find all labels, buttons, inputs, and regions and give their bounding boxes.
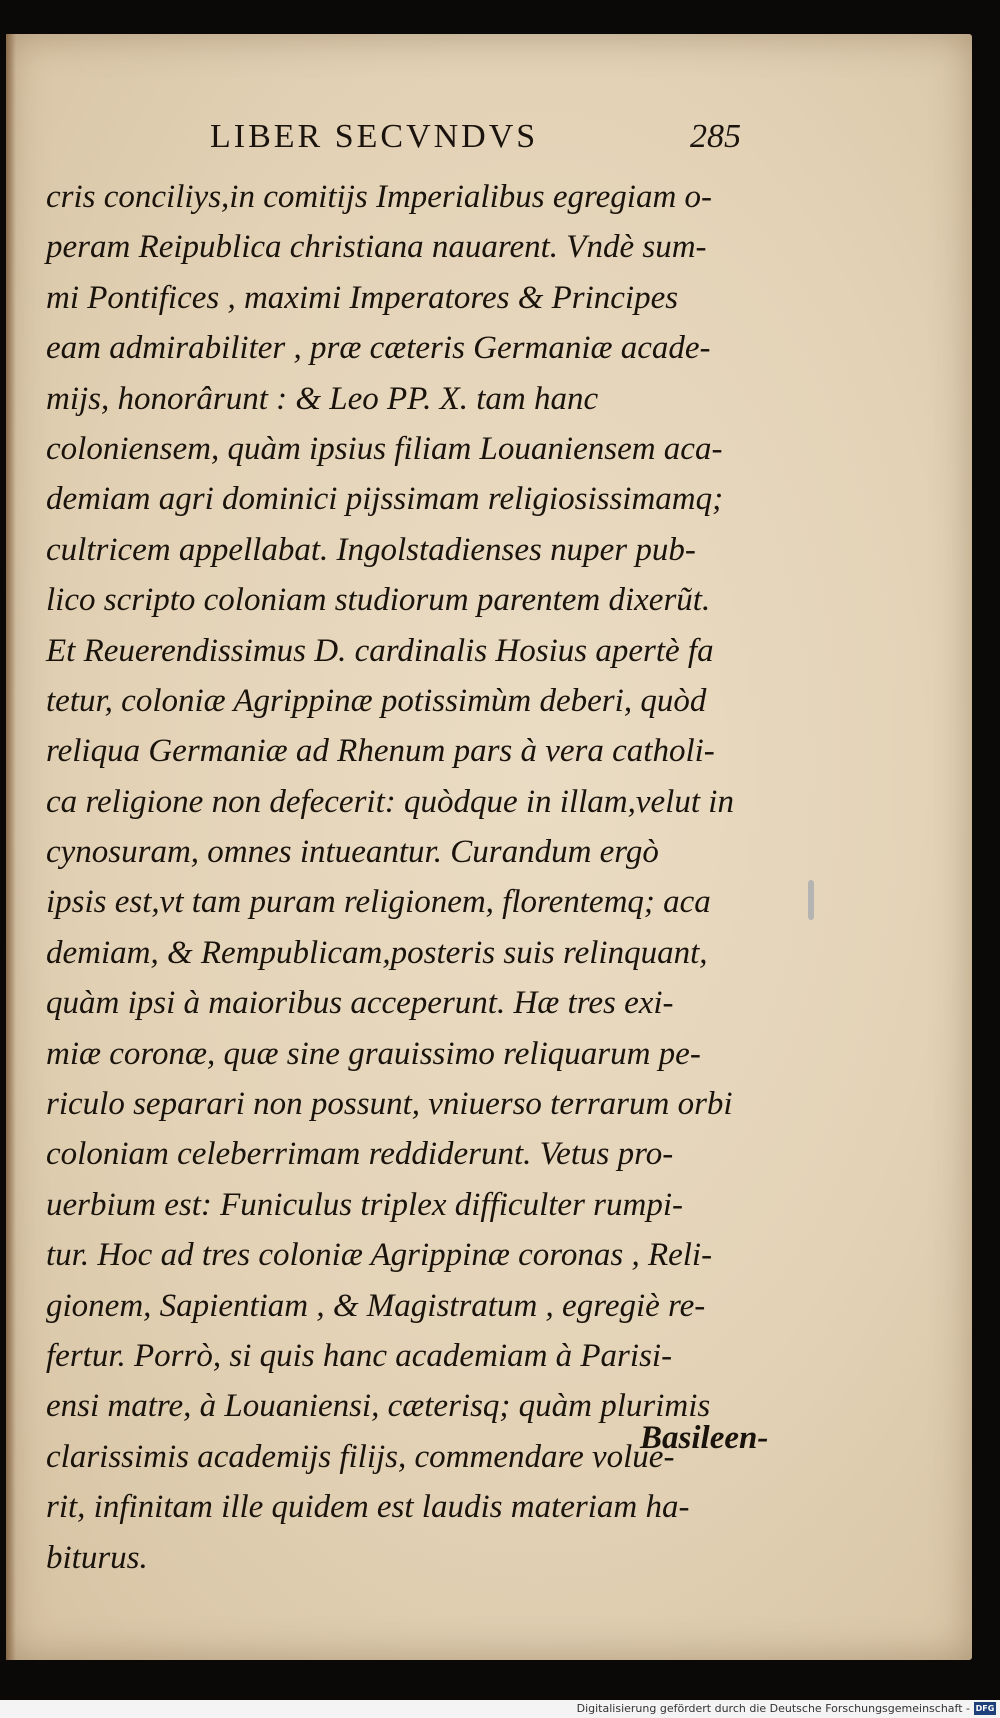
text-line: ca religione non defecerit: quòdque in illam,velut in <box>46 783 734 820</box>
text-line: cris conciliys,in comitijs Imperialibus egregiam o- <box>46 179 713 215</box>
text-line: quàm ipsi à maioribus acceperunt. Hæ tres exi- <box>46 985 674 1022</box>
dfg-logo-icon: DFG <box>975 1704 995 1713</box>
text-line: eam admirabiliter , præ cæteris Germaniæ acade- <box>46 330 711 367</box>
text-line: ensi matre, à Louaniensi, cæterisq; quàm plurimis <box>46 1388 711 1425</box>
text-line: cynosuram, omnes intueantur. Curandum ergò <box>46 834 659 871</box>
text-line: uerbium est: Funiculus triplex difficulter rumpi- <box>46 1186 683 1223</box>
text-line: mi Pontifices , maximi Imperatores & Principes <box>46 279 679 316</box>
text-line: coloniam celeberrimam reddiderunt. Vetus pro- <box>46 1136 674 1173</box>
text-line: ipsis est,vt tam puram religionem, florentemq; aca <box>46 884 711 921</box>
text-line: gionem, Sapientiam , & Magistratum , egregiè re- <box>46 1287 706 1324</box>
text-line: tetur, coloniæ Agrippinæ potissimùm deberi, quòd <box>46 682 707 719</box>
text-line: coloniensem, quàm ipsius filiam Louaniensem aca- <box>46 430 723 467</box>
text-line: demiam agri dominici pijssimam religiosissimamq; <box>46 481 724 518</box>
text-line: miæ coronæ, quæ sine grauissimo reliquarum pe- <box>46 1035 701 1072</box>
text-line: peram Reipublica christiana nauarent. Vndè sum- <box>46 229 707 266</box>
text-line: fertur. Porrò, si quis hanc academiam à Parisi- <box>46 1337 673 1374</box>
page-edge-shadow <box>6 34 16 1660</box>
text-line: Et Reuerendissimus D. cardinalis Hosius apertè fa <box>46 632 714 669</box>
text-line: rit, infinitam ille quidem est laudis materiam ha- <box>46 1489 690 1526</box>
text-line: mijs, honorârunt : & Leo PP. X. tam hanc <box>46 380 599 417</box>
text-line: clarissimis academijs filijs, commendare volue- <box>46 1438 675 1475</box>
page-number: 285 <box>690 118 741 155</box>
catchword: Basileen- <box>640 1420 769 1456</box>
text-line: reliqua Germaniæ ad Rhenum pars à vera catholi- <box>46 733 715 770</box>
body-text <box>46 172 776 1583</box>
text-line: lico scripto coloniam studiorum parentem dixerũt. <box>46 582 711 619</box>
text-line: tur. Hoc ad tres coloniæ Agrippinæ coronas , Reli- <box>46 1237 713 1274</box>
funding-credit: Digitalisierung gefördert durch die Deutsche Forschungsgemeinschaft - <box>576 1702 970 1715</box>
text-line: cultricem appellabat. Ingolstadienses nuper pub- <box>46 531 696 568</box>
text-line: biturus. <box>46 1539 148 1576</box>
ink-smudge <box>808 880 814 920</box>
running-head: LIBER SECVNDVS <box>210 118 539 155</box>
page-header <box>0 118 1000 166</box>
text-line: demiam, & Rempublicam,posteris suis relinquant, <box>46 934 708 971</box>
text-line: riculo separari non possunt, vniuerso terrarum orbi <box>46 1086 733 1123</box>
